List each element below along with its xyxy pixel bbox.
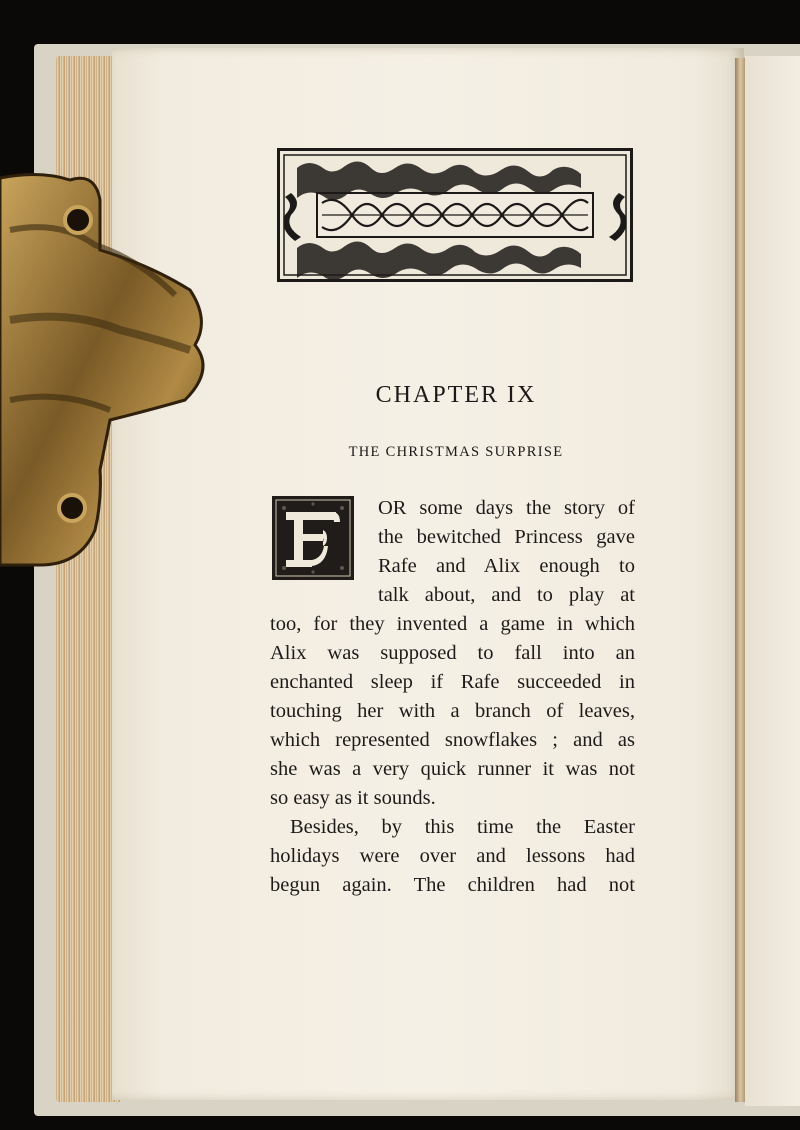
text-line: the bewitched Princess gave [378,526,635,548]
drop-cap-icon [272,496,354,580]
text-line: Alix was supposed to fall into an [270,642,635,664]
text-line: she was a very quick runner it was not [270,758,635,780]
text-line: enchanted sleep if Rafe succeeded in [270,671,635,693]
headpiece-ornament-icon [277,148,633,282]
chapter-subtitle: THE CHRISTMAS SURPRISE [348,444,564,460]
text-line: Besides, by this time the Easter [290,816,635,838]
text-line: too, for they invented a game in which [270,613,635,635]
text-line: OR some days the story of [378,497,635,519]
paragraph-1-top [378,494,635,610]
text-line: holidays were over and lessons had [270,845,635,867]
text-line: touching her with a branch of leaves, [270,700,635,722]
text-line: begun again. The children had not [270,874,635,896]
paragraph-2 [270,813,635,900]
text-line: talk about, and to play at [378,584,635,606]
text-line: Rafe and Alix enough to [378,555,635,577]
facing-page-edge [745,56,800,1106]
text-line: so easy as it sounds. [270,787,436,809]
chapter-title: CHAPTER IX [375,382,537,408]
paragraph-1-body [270,610,635,813]
brass-clasp-icon [0,170,210,570]
text-line: which represented snowflakes ; and as [270,729,635,751]
